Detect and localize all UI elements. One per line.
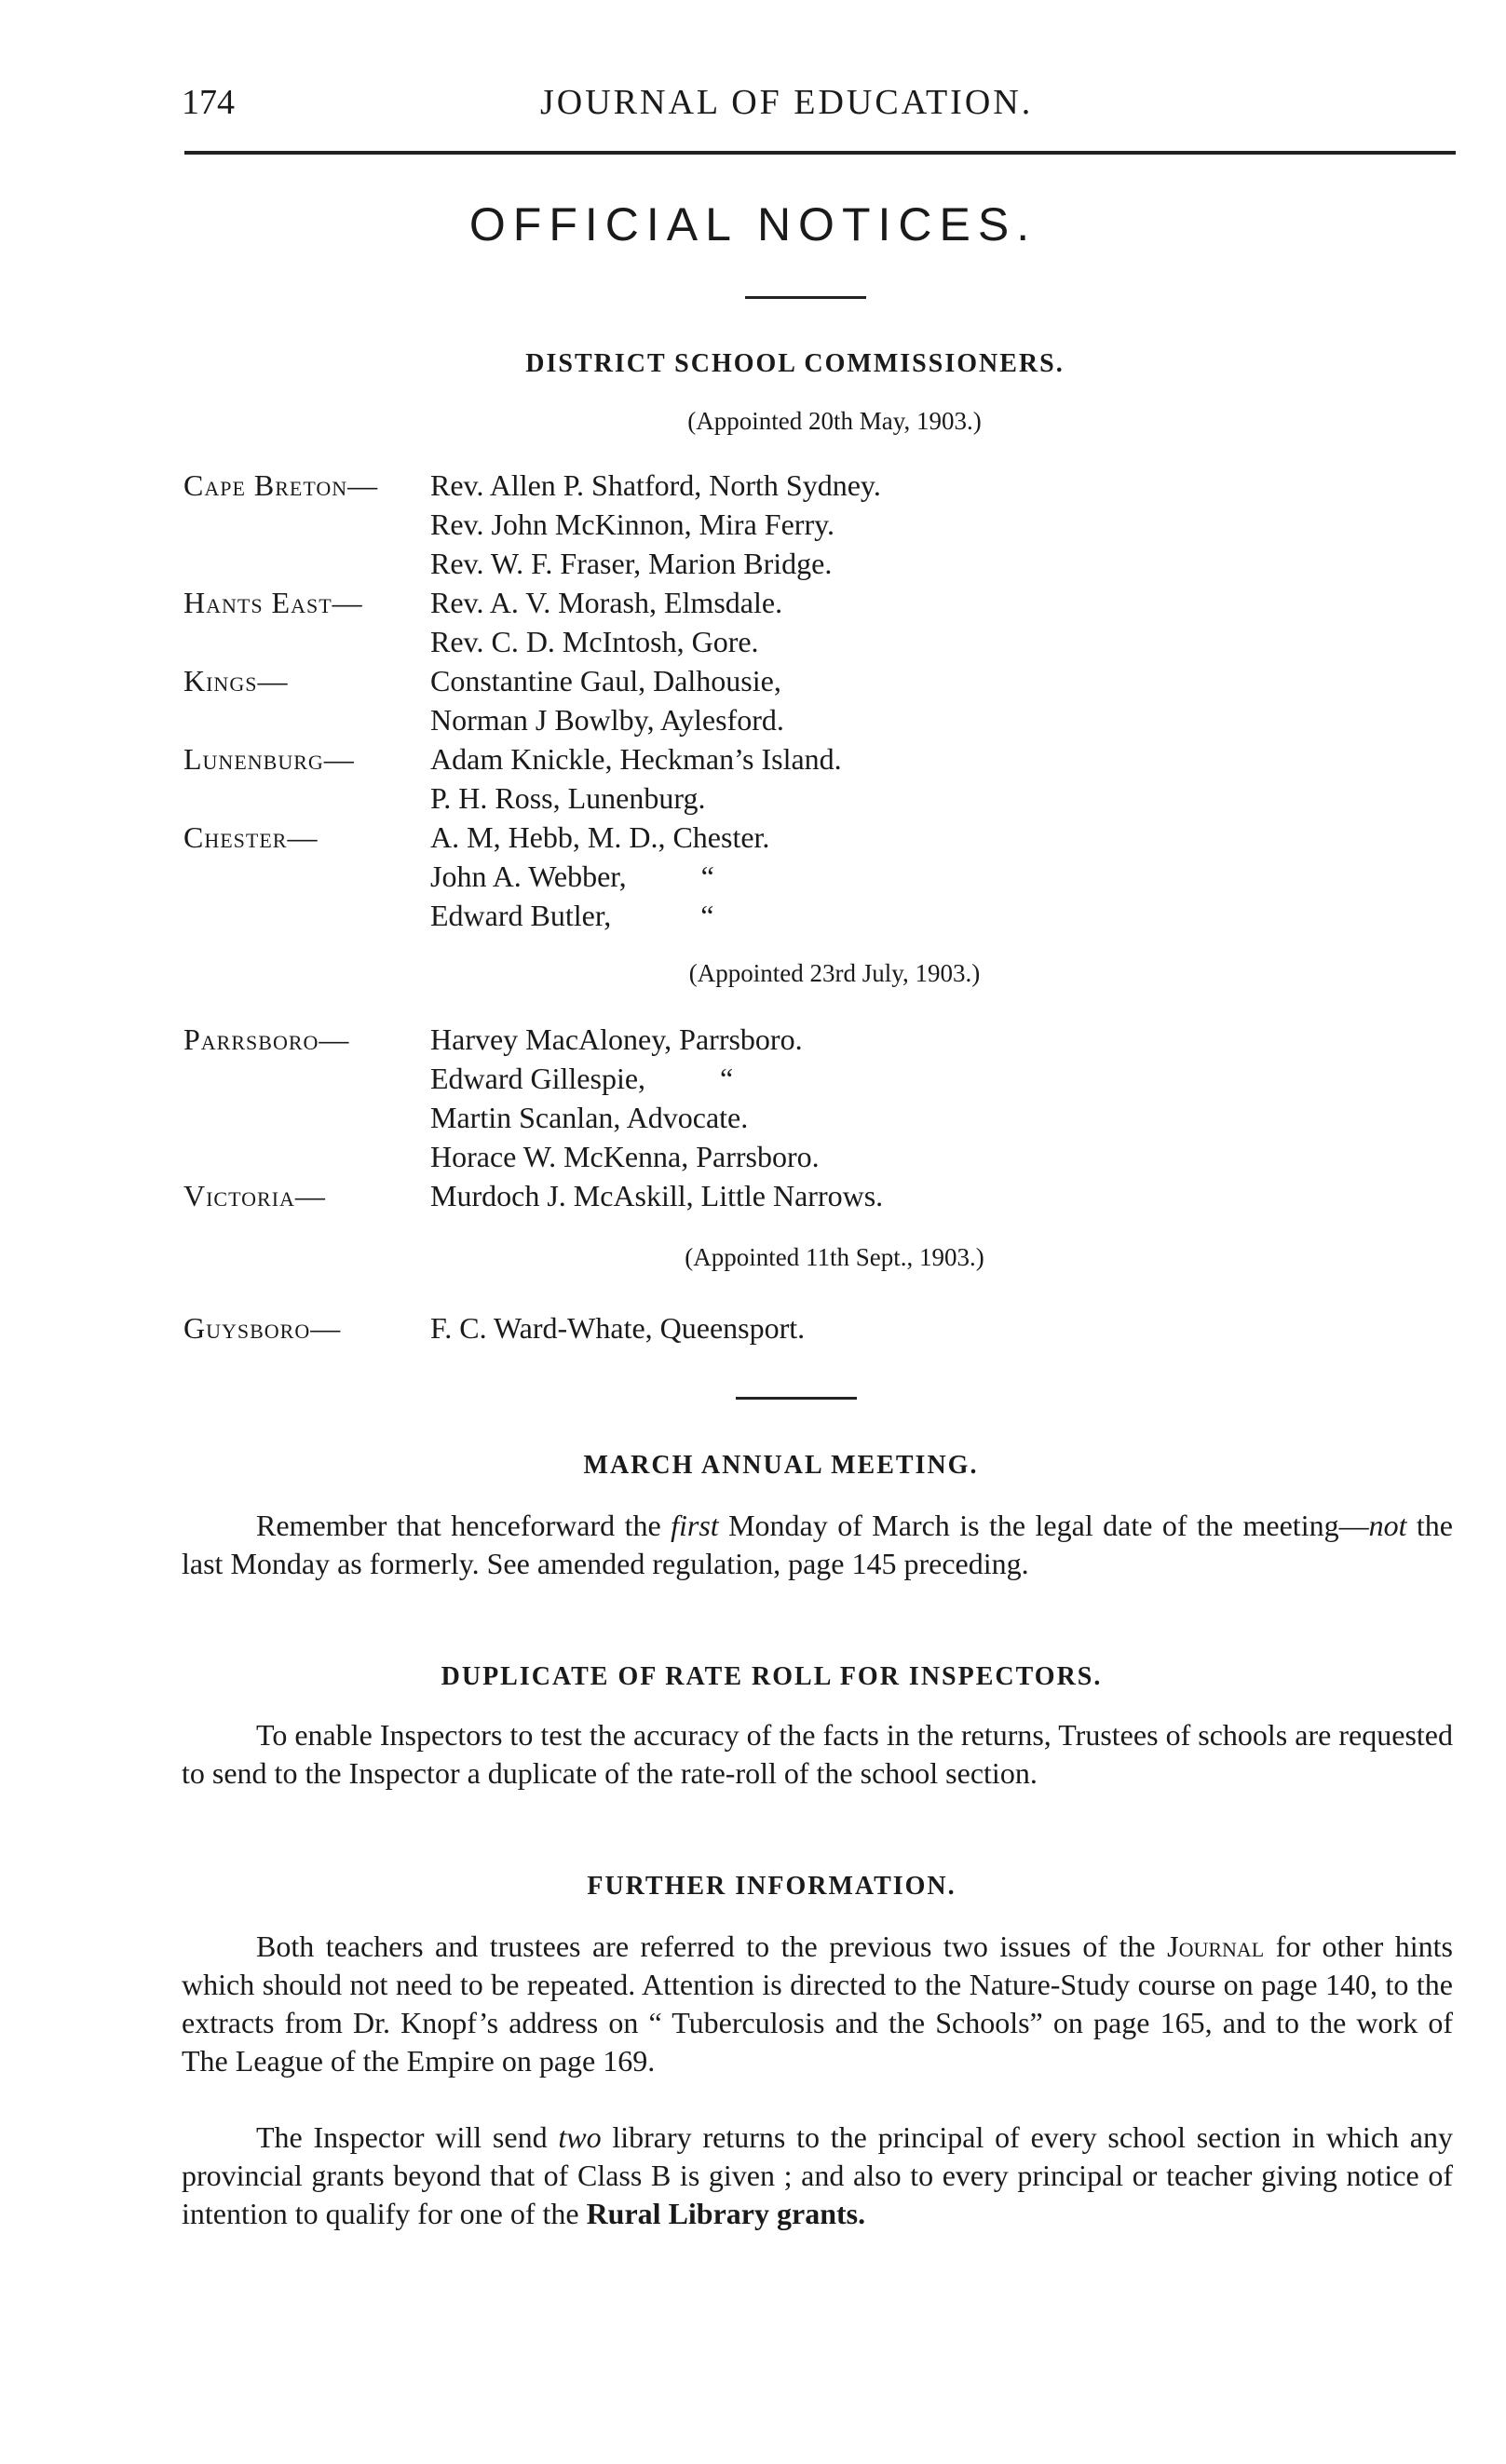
commissioner-name: P. H. Ross, Lunenburg.: [430, 781, 706, 815]
district-name: Kings—: [183, 664, 289, 697]
text-run: To enable Inspectors to test the accuracy of the facts in the returns, Trustees of schools are requested to send to the Inspector a duplicate of the rate-roll of the school section.: [182, 1718, 1453, 1790]
commissioner-name: F. C. Ward-Whate, Queensport.: [430, 1311, 806, 1345]
section-divider: [736, 1397, 857, 1400]
journal-name: Journal: [1167, 1929, 1265, 1963]
district-name: Hants East—: [183, 586, 363, 619]
commissioner-name: Rev. A. V. Morash, Elmsdale.: [430, 586, 783, 619]
commissioner-name: Rev. John McKinnon, Mira Ferry.: [430, 508, 835, 541]
commissioner-name: A. M, Hebb, M. D., Chester.: [430, 820, 770, 854]
further-information-paragraph: [182, 1928, 1453, 2080]
duplicate-rate-roll-paragraph: [182, 1716, 1453, 1793]
commissioner-name: Constantine Gaul, Dalhousie,: [430, 664, 781, 697]
district-name: Chester—: [183, 820, 319, 854]
text-run: library returns to the principal of every school section in which any provincial grants beyond that of Class B is given ; and also to every principal or teacher giving notice of intention to qualify for one of the: [182, 2120, 1453, 2230]
district-name: Lunenburg—: [183, 742, 355, 776]
appointment-note: (Appointed 11th Sept., 1903.): [685, 1243, 984, 1271]
emphasis: first: [671, 1509, 719, 1542]
duplicate-rate-roll-heading: DUPLICATE OF RATE ROLL FOR INSPECTORS.: [441, 1662, 1103, 1691]
further-information-heading: FURTHER INFORMATION.: [587, 1872, 957, 1901]
page-number: 174: [182, 83, 235, 122]
march-meeting-heading: MARCH ANNUAL MEETING.: [583, 1451, 979, 1480]
commissioner-name: Horace W. McKenna, Parrsboro.: [430, 1140, 820, 1173]
commissioners-heading: DISTRICT SCHOOL COMMISSIONERS.: [525, 349, 1065, 378]
march-meeting-paragraph: [182, 1507, 1453, 1583]
text-run: Remember that henceforward the: [256, 1509, 672, 1542]
text-run: Monday of March is the legal date of the meeting—: [718, 1509, 1369, 1542]
title-divider: [745, 296, 866, 299]
emphasis: two: [558, 2120, 602, 2154]
text-run: for other hints which should not need to be repeated. Attention is directed to the Nature-Study course on page 140, to the extracts from Dr. Knopf’s address on “ Tuberculosis and the Schools” on page 165, and to the work of The League of the Empire on page 169.: [182, 1929, 1454, 2078]
commissioner-name: Edward Gillespie, “: [430, 1062, 734, 1095]
district-name: Victoria—: [183, 1179, 326, 1212]
journal-title: JOURNAL OF EDUCATION.: [540, 83, 1034, 122]
commissioner-name: Edward Butler, “: [430, 899, 714, 932]
commissioner-name: Norman J Bowlby, Aylesford.: [430, 703, 784, 737]
page-title: OFFICIAL NOTICES.: [468, 198, 1038, 250]
district-name: Cape Breton—: [183, 468, 379, 502]
library-returns-paragraph: [182, 2119, 1453, 2233]
bold-text: Rural Library grants.: [586, 2197, 866, 2230]
commissioner-name: Harvey MacAloney, Parrsboro.: [430, 1022, 803, 1056]
commissioner-name: John A. Webber, “: [430, 860, 714, 893]
running-head: [182, 82, 1453, 129]
commissioner-name: Murdoch J. McAskill, Little Narrows.: [430, 1179, 884, 1212]
appointment-note: (Appointed 23rd July, 1903.): [688, 959, 981, 987]
text-run: The Inspector will send: [256, 2120, 559, 2154]
commissioner-name: Adam Knickle, Heckman’s Island.: [430, 742, 842, 776]
text-run: the last Monday as formerly. See amended regulation, page 145 preceding.: [182, 1509, 1454, 1580]
appointment-note: (Appointed 20th May, 1903.): [687, 407, 982, 435]
commissioner-name: Rev. W. F. Fraser, Marion Bridge.: [430, 547, 833, 580]
header-rule: [184, 151, 1456, 155]
district-name: Parrsboro—: [183, 1022, 350, 1056]
commissioner-name: Rev. Allen P. Shatford, North Sydney.: [430, 468, 881, 502]
district-name: Guysboro—: [183, 1311, 342, 1345]
emphasis: not: [1368, 1509, 1407, 1542]
commissioner-name: Martin Scanlan, Advocate.: [430, 1101, 749, 1134]
text-run: Both teachers and trustees are referred to the previous two issues of the: [256, 1929, 1168, 1963]
commissioner-name: Rev. C. D. McIntosh, Gore.: [430, 625, 759, 658]
